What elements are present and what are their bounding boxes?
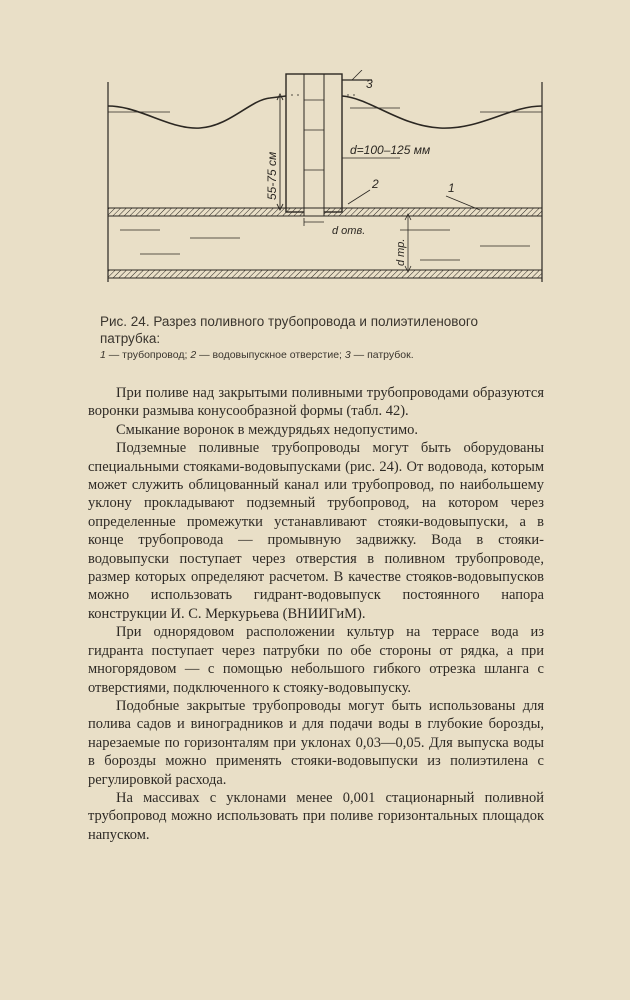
legend-num-1: 1	[100, 349, 106, 361]
riser-pipe	[286, 74, 342, 212]
label-3: 3	[366, 77, 373, 91]
legend-num-3: 3	[344, 349, 351, 361]
pipeline-section-drawing	[100, 70, 550, 305]
pipeline-top-wall	[108, 208, 542, 216]
figure-caption	[100, 313, 540, 362]
body-text	[88, 384, 544, 844]
paragraph: На массивах с уклонами менее 0,001 стационарный поливной трубопровод можно использовать при поливе горизонтальных площадок напуском.	[88, 789, 544, 843]
paragraph: Подземные поливные трубопроводы могут быть оборудованы специальными стояками-водовыпусками (рис. 24). От водовода, которым может служить облицованный канал или трубопровод, по наибольшему уклону прокладывают подземный трубопровод, на котором через определенные промежутки устанавливают стояки-водовыпуски, а в конце трубопровода — промывную задвижку. Вода в стояки-водовыпуски поступает через отверстия в поливном трубопроводе, размер которых определяют расчетом. В качестве стояков-водовыпусков можно использовать гидрант-водовыпуск постоянного напора конструкции И. С. Меркурьева (ВНИИГиМ).	[88, 440, 544, 622]
legend-text-1: — трубопровод;	[105, 349, 191, 361]
caption-legend	[100, 348, 540, 362]
paragraph: При однорядовом расположении культур на террасе вода из гидранта поступает через патрубки по обе стороны от рядка, а при многорядовом — с помощью небольшого гибкого отрезка шланга с отверстиями, подключенного к стояку-водовыпуску.	[88, 624, 544, 696]
caption-title: Рис. 24. Разрез поливного трубопровода и полиэтиленового патрубка:	[100, 314, 478, 346]
label-diameter: d=100–125 мм	[350, 143, 431, 157]
figure-pipeline-section	[100, 70, 550, 305]
paragraph: Подобные закрытые трубопроводы могут быть использованы для полива садов и виноградников и для подачи воды в глубокие борозды, нарезаемые по горизонталям при уклонах 0,03—0,05. Для выпуска воды в борозды можно применять стояки-водовыпуски из полиэтилена с регулировкой расхода.	[88, 697, 544, 788]
legend-text-2: — водовыпускное отверстие;	[196, 349, 345, 361]
paragraph: Смыкание воронок в междурядьях недопустимо.	[116, 421, 419, 438]
legend-text-3: — патрубок.	[350, 349, 414, 361]
label-1: 1	[448, 181, 455, 195]
pipeline-bottom-wall	[108, 270, 542, 278]
label-d-tr: d тр.	[395, 238, 407, 266]
label-d-otv: d отв.	[332, 225, 366, 237]
legend-num-2: 2	[190, 349, 197, 361]
label-2: 2	[372, 177, 379, 191]
outlet-hole	[304, 208, 324, 216]
paragraph: При поливе над закрытыми поливными трубопроводами образуются воронки размыва конусообразной формы (табл. 42).	[88, 385, 544, 420]
label-height: 55-75 см	[265, 151, 279, 200]
